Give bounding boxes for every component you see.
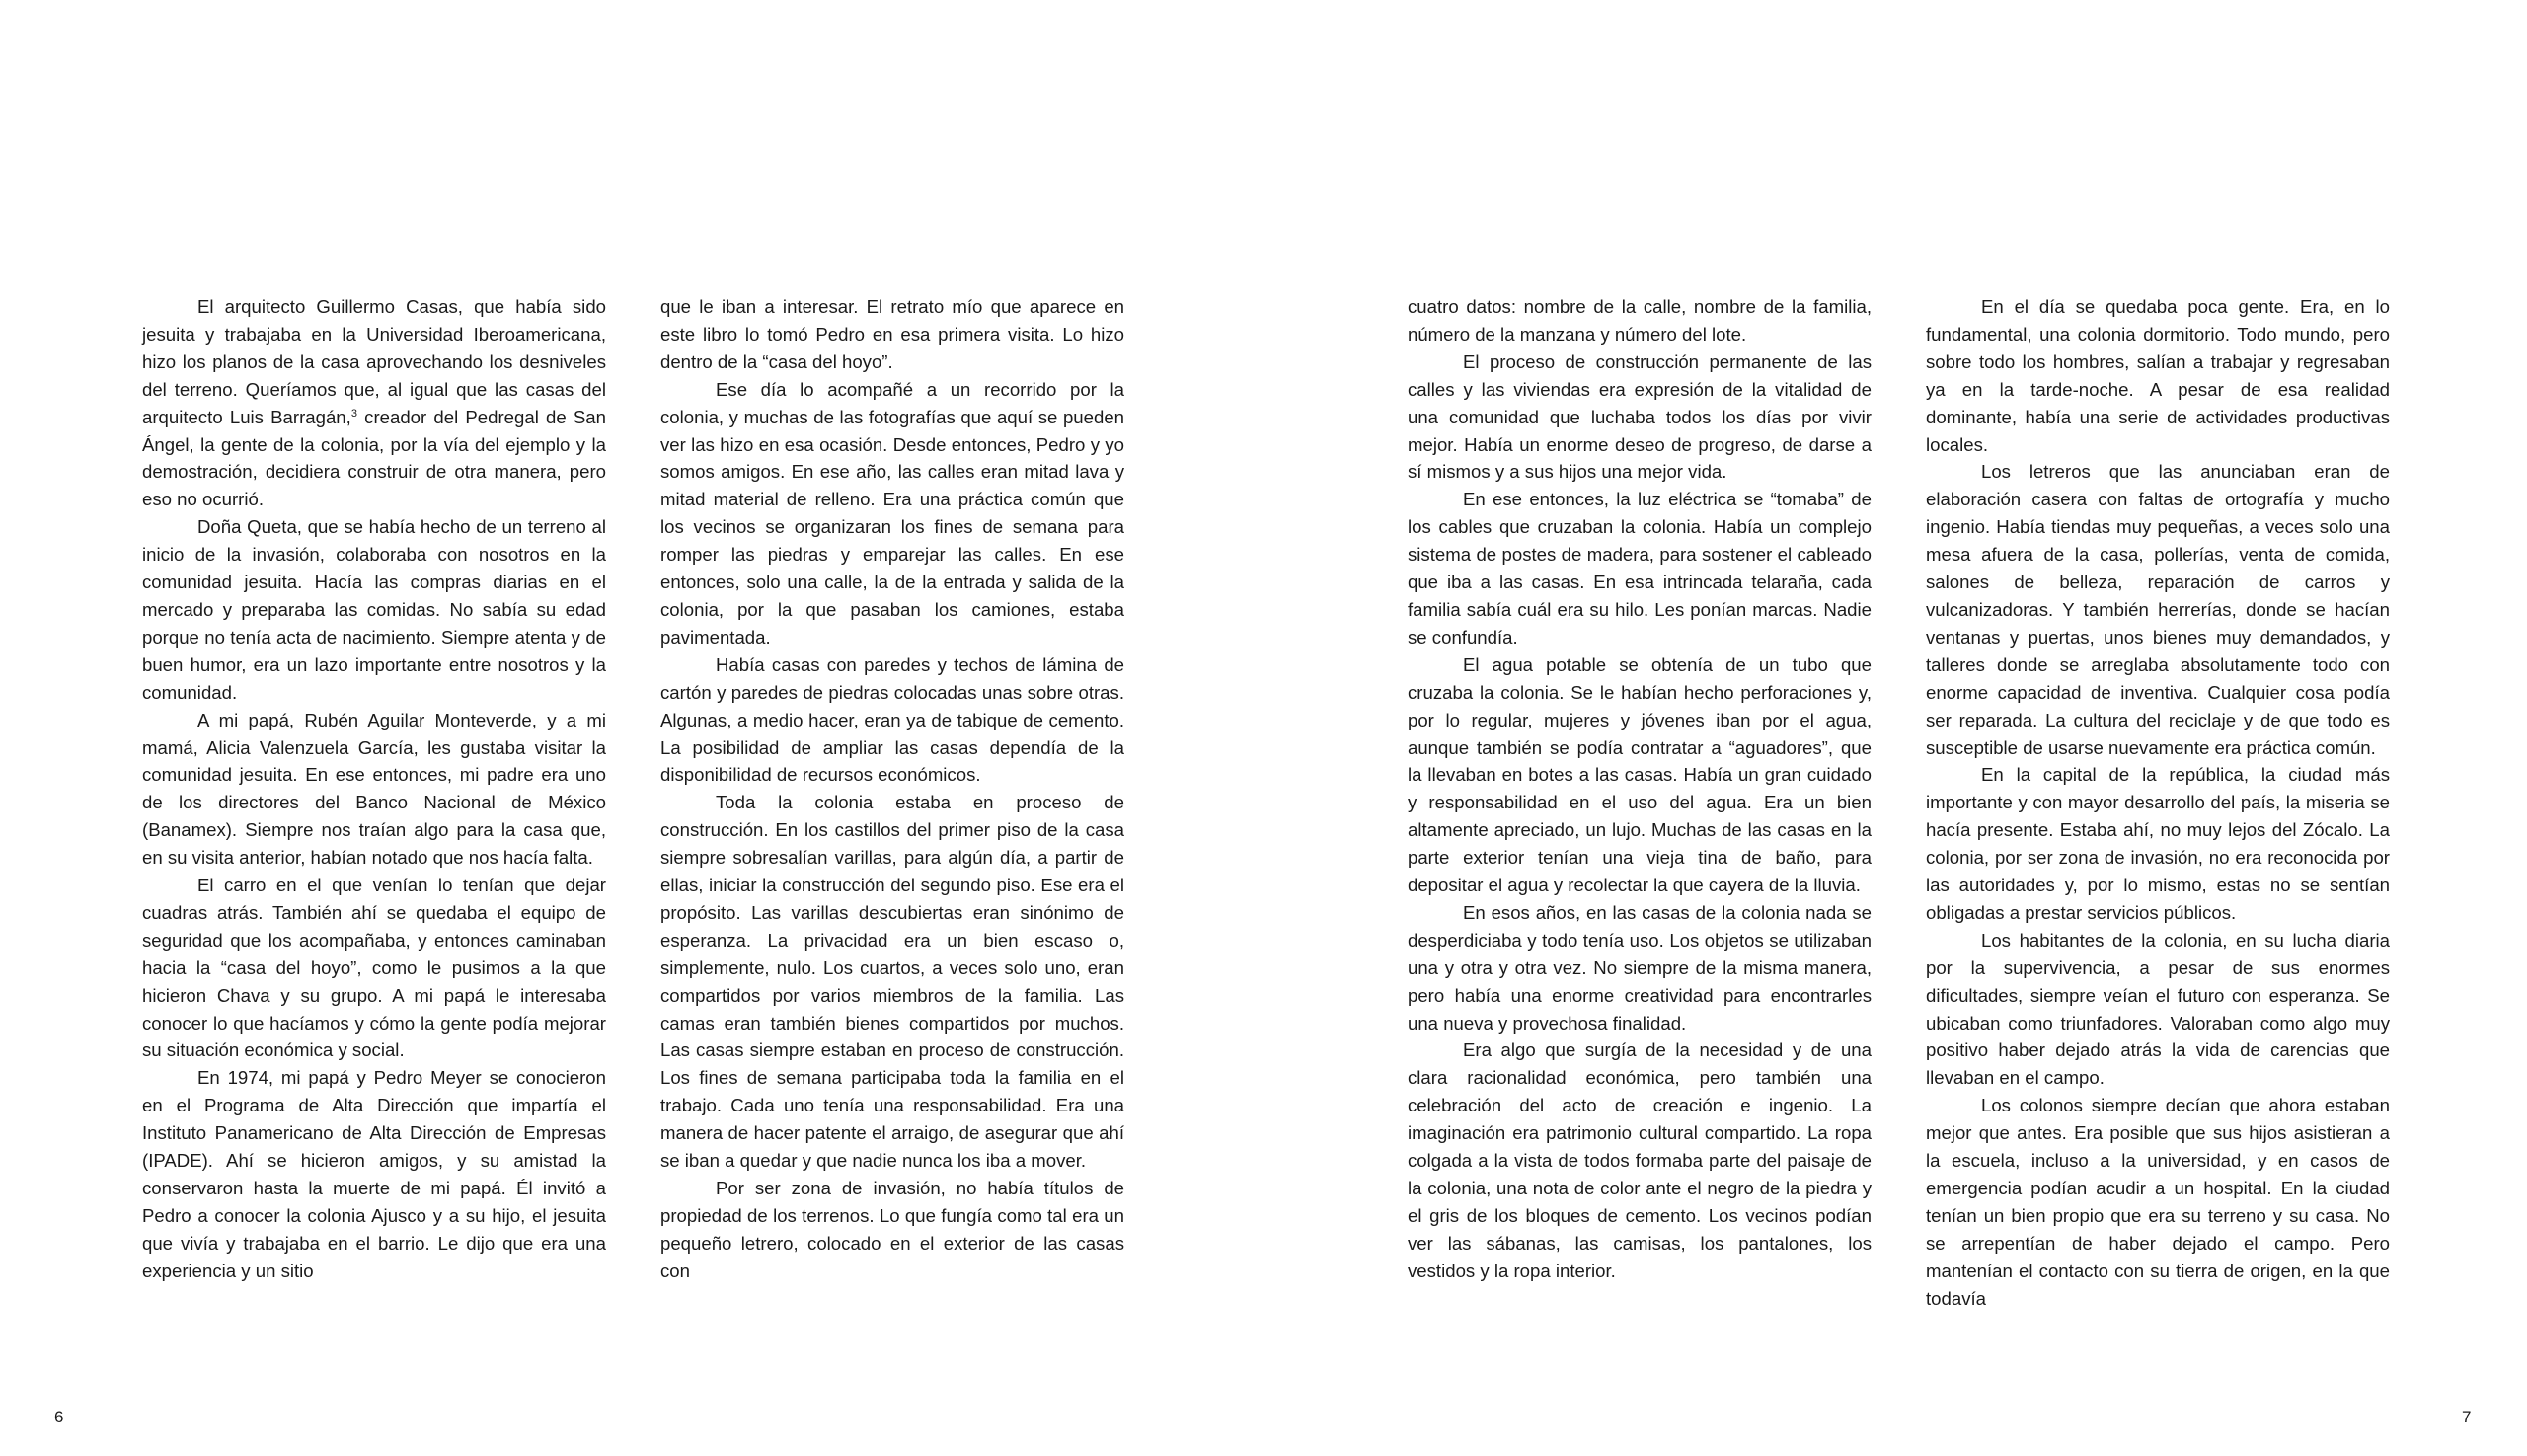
footnote-marker[interactable]: 3 [350,407,357,420]
text-column-2 [660,293,1124,1285]
paragraph: El arquitecto Guillermo Casas, que había sido jesuita y trabajaba en la Universidad Iberoamericana, hizo los planos de la casa aprovechando los desniveles del terreno. Queríamos que, al igual que las casas del arquitecto Luis Barragán,$^3$ creador del Pedregal de San Ángel, la gente de la colonia, por la vía del ejemplo y la demostración, decidiera construir de otra manera, pero eso no ocurrió. [142,296,606,510]
paragraph: En 1974, mi papá y Pedro Meyer se conocieron en el Programa de Alta Dirección que impartía el Instituto Panamericano de Alta Dirección de Empresas (IPADE). Ahí se hicieron amigos, y su amistad la conservaron hasta la muerte de mi papá. Él invitó a Pedro a conocer la colonia Ajusco y a su hijo, el jesuita que vivía y trabajaba en el barrio. Le dijo que era una experiencia y un sitio [142,1067,606,1281]
text-column-1 [142,293,606,1285]
paragraph: El carro en el que venían lo tenían que dejar cuadras atrás. También ahí se quedaba el equipo de seguridad que los acompañaba, y entonces caminaban hacia la “casa del hoyo”, como le pusimos a la que hicieron Chava y su grupo. A mi papá le interesaba conocer lo que hacíamos y cómo la gente podía mejorar su situación económica y social. [142,875,606,1061]
paragraph-continuation: que le iban a interesar. El retrato mío que aparece en este libro lo tomó Pedro en esa primera visita. Lo hizo dentro de la “casa del hoyo”. [660,296,1124,372]
paragraph: En el día se quedaba poca gente. Era, en lo fundamental, una colonia dormitorio. Todo mundo, pero sobre todo los hombres, salían a trabajar y regresaban ya en la tarde-noche. A pesar de esa realidad dominante, había una serie de actividades productivas locales. [1926,296,2390,455]
paragraph: Era algo que surgía de la necesidad y de una clara racionalidad económica, pero también una celebración del acto de creación e ingenio. La imaginación era patrimonio cultural compartido. La ropa colgada a la vista de todos formaba parte del paisaje de la colonia, una nota de color ante el negro de la piedra y el gris de los bloques de cemento. Los vecinos podían ver las sábanas, las camisas, los pantalones, los vestidos y la ropa interior. [1408,1039,1872,1281]
paragraph: Doña Queta, que se había hecho de un terreno al inicio de la invasión, colaboraba con nosotros en la comunidad jesuita. Hacía las compras diarias en el mercado y preparaba las comidas. No sabía su edad porque no tenía acta de nacimiento. Siempre atenta y de buen humor, era un lazo importante entre nosotros y la comunidad. [142,516,606,703]
page-number-left: 6 [54,1408,64,1426]
page-number-right: 7 [2462,1408,2472,1426]
paragraph: Los letreros que las anunciaban eran de elaboración casera con faltas de ortografía y mucho ingenio. Había tiendas muy pequeñas, a veces solo una mesa afuera de la casa, pollerías, venta de comida, salones de belleza, reparación de carros y vulcanizadoras. Y también herrerías, donde se hacían ventanas y puertas, unos bienes muy demandados, y talleres donde se arreglaba absolutamente todo con enorme capacidad de inventiva. Cualquier cosa podía ser reparada. La cultura del reciclaje y de que todo es susceptible de usarse nuevamente era práctica común. [1926,461,2390,758]
paragraph-continuation: cuatro datos: nombre de la calle, nombre de la familia, número de la manzana y número del lote. [1408,296,1872,345]
paragraph: Los colonos siempre decían que ahora estaban mejor que antes. Era posible que sus hijos asistieran a la escuela, incluso a la universidad, y en casos de emergencia podían acudir a un hospital. En la ciudad tenían un bien propio que era su terreno y su casa. No se arrepentían de haber dejado el campo. Pero mantenían el contacto con su tierra de origen, en la que todavía [1926,1095,2390,1309]
paragraph: En la capital de la república, la ciudad más importante y con mayor desarrollo del país, la miseria se hacía presente. Estaba ahí, no muy lejos del Zócalo. La colonia, por ser zona de invasión, no era reconocida por las autoridades y, por lo mismo, estas no se sentían obligadas a prestar servicios públicos. [1926,764,2390,923]
paragraph: Toda la colonia estaba en proceso de construcción. En los castillos del primer piso de la casa siempre sobresalían varillas, para algún día, a partir de ellas, iniciar la construcción del segundo piso. Ese era el propósito. Las varillas descubiertas eran sinónimo de esperanza. La privacidad era un bien escaso o, simplemente, nulo. Los cuartos, a veces solo uno, eran compartidos por varios miembros de la familia. Las camas eran también bienes compartidos por muchos. Las casas siempre estaban en proceso de construcción. Los fines de semana participaba toda la familia en el trabajo. Cada uno tenía una responsabilidad. Era una manera de hacer patente el arraigo, de asegurar que ahí se iban a quedar y que nadie nunca los iba a mover. [660,792,1124,1172]
text-column-4 [1926,293,2390,1313]
paragraph: El agua potable se obtenía de un tubo que cruzaba la colonia. Se le habían hecho perforaciones y, por lo regular, mujeres y jóvenes iban por el agua, aunque también se podía contratar a “aguadores”, que la llevaban en botes a las casas. Había un gran cuidado y responsabilidad en el uso del agua. Era un bien altamente apreciado, un lujo. Muchas de las casas en la parte exterior tenían una vieja tina de baño, para depositar el agua y recolectar la que cayera de la lluvia. [1408,653,1872,896]
paragraph: A mi papá, Rubén Aguilar Monteverde, y a mi mamá, Alicia Valenzuela García, les gustaba visitar la comunidad jesuita. En ese entonces, mi padre era uno de los directores del Banco Nacional de México (Banamex). Siempre nos traían algo para la casa que, en su visita anterior, habían notado que nos hacía falta. [142,709,606,869]
paragraph: Ese día lo acompañé a un recorrido por la colonia, y muchas de las fotografías que aquí se pueden ver las hizo en esa ocasión. Desde entonces, Pedro y yo somos amigos. En ese año, las calles eran mitad lava y mitad material de relleno. Era una práctica común que los vecinos se organizaran los fines de semana para romper las piedras y emparejar las calles. En ese entonces, solo una calle, la de la entrada y salida de la colonia, por la que pasaban los camiones, estaba pavimentada. [660,378,1124,648]
paragraph: En esos años, en las casas de la colonia nada se desperdiciaba y todo tenía uso. Los objetos se utilizaban una y otra y otra vez. No siempre de la misma manera, pero había una enorme creatividad para encontrarles una nueva y provechosa finalidad. [1408,901,1872,1034]
paragraph: El proceso de construcción permanente de las calles y las viviendas era expresión de la vitalidad de una comunidad que luchaba todos los días por vivir mejor. Había un enorme deseo de progreso, de darse a sí mismos y a sus hijos una mejor vida. [1408,350,1872,483]
paragraph: Por ser zona de invasión, no había títulos de propiedad de los terrenos. Lo que fungía como tal era un pequeño letrero, colocado en el exterior de las casas con [660,1178,1124,1281]
text-column-3 [1408,293,1872,1285]
paragraph: Había casas con paredes y techos de lámina de cartón y paredes de piedras colocadas unas sobre otras. Algunas, a medio hacer, eran ya de tabique de cemento. La posibilidad de ampliar las casas dependía de la disponibilidad de recursos económicos. [660,653,1124,786]
paragraph: Los habitantes de la colonia, en su lucha diaria por la supervivencia, a pesar de sus enormes dificultades, siempre veían el futuro con esperanza. Se ubicaban como triunfadores. Valoraban como algo muy positivo haber dejado atrás la vida de carencias que llevaban en el campo. [1926,929,2390,1089]
paragraph: En ese entonces, la luz eléctrica se “tomaba” de los cables que cruzaban la colonia. Había un complejo sistema de postes de madera, para sostener el cableado que iba a las casas. En esa intrincada telaraña, cada familia sabía cuál era su hilo. Les ponían marcas. Nadie se confundía. [1408,489,1872,648]
